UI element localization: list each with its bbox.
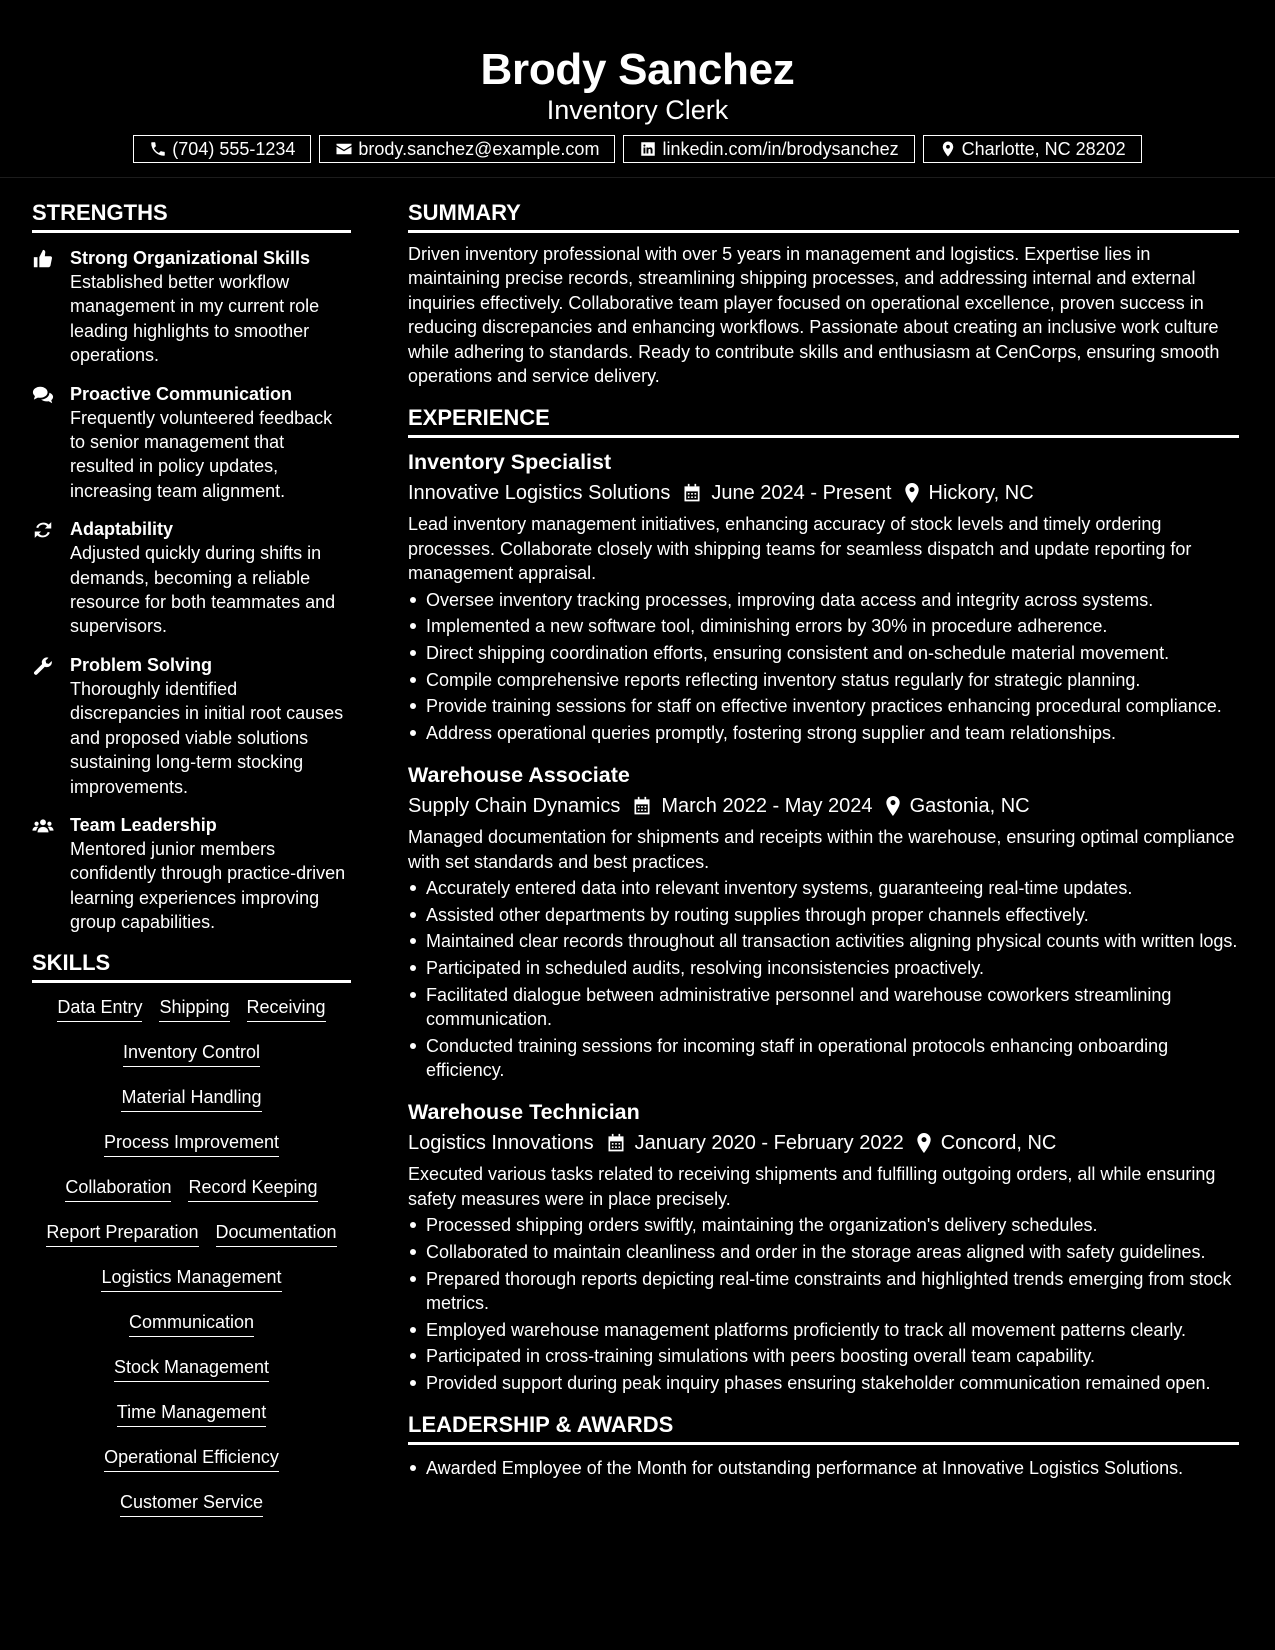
- phone-icon: [149, 140, 167, 158]
- jobs-list: [408, 448, 1239, 1395]
- refresh-icon: [32, 519, 54, 541]
- job-company: Logistics Innovations: [408, 1132, 594, 1155]
- map-pin-icon: [904, 483, 920, 503]
- strength-title: Problem Solving: [70, 654, 213, 675]
- experience-section: [408, 404, 1239, 1395]
- skill-tag: Shipping: [159, 995, 229, 1022]
- skill-tag: Data Entry: [57, 995, 142, 1022]
- contact-phone-text: (704) 555-1234: [172, 138, 296, 159]
- skill-tag: Stock Management: [114, 1355, 269, 1382]
- list-item: Address operational queries promptly, fostering strong supplier and team relationships.: [408, 721, 1239, 745]
- strength-description: Thoroughly identified discrepancies in initial root causes and proposed viable solutions sustaining long-term stocking improvements.: [70, 678, 344, 797]
- skills-section: [32, 949, 351, 1535]
- strengths-heading: STRENGTHS: [32, 199, 351, 233]
- list-item: Compile comprehensive reports reflecting inventory status regularly for strategic planning.: [408, 668, 1239, 692]
- job-description: Executed various tasks related to receiving shipments and fulfilling outgoing orders, all while ensuring safety measures were in place precisely.: [408, 1164, 1216, 1209]
- resume-header: [0, 0, 1275, 178]
- wrench-icon: [32, 655, 54, 677]
- awards-list: [408, 1456, 1239, 1480]
- awards-heading: LEADERSHIP & AWARDS: [408, 1411, 1239, 1445]
- strength-title: Adaptability: [70, 519, 174, 540]
- skill-row: [32, 1220, 351, 1265]
- strength-description: Mentored junior members confidently through practice-driven learning experiences improving group capabilities.: [70, 838, 346, 933]
- skill-row: [32, 1175, 351, 1220]
- list-item: Collaborated to maintain cleanliness and order in the storage areas aligned with safety guidelines.: [408, 1240, 1239, 1264]
- chat-bubbles-icon: [32, 384, 54, 406]
- job-location: Hickory, NC: [928, 482, 1034, 505]
- skill-tag: Collaboration: [65, 1175, 171, 1202]
- list-item: Prepared thorough reports depicting real-time constraints and highlighted trends emerging from stock metrics.: [408, 1267, 1239, 1316]
- left-column: [32, 178, 351, 1535]
- list-item: Conducted training sessions for incoming staff in operational protocols enhancing onboarding efficiency.: [408, 1034, 1239, 1083]
- skill-tag: Customer Service: [120, 1490, 263, 1517]
- skill-tag: Logistics Management: [101, 1265, 281, 1292]
- strength-item: [32, 813, 351, 935]
- strength-title: Proactive Communication: [70, 383, 293, 404]
- skill-tag: Inventory Control: [123, 1040, 260, 1067]
- list-item: Provided support during peak inquiry phases ensuring stakeholder communication remained open.: [408, 1371, 1239, 1395]
- job-description: Managed documentation for shipments and receipts within the warehouse, ensuring optimal compliance with set standards and best practices.: [408, 827, 1235, 872]
- map-pin-icon: [916, 1133, 932, 1153]
- skills-heading: SKILLS: [32, 949, 351, 983]
- strength-title: Strong Organizational Skills: [70, 248, 311, 268]
- list-item: Participated in cross-training simulations with peers boosting overall team capability.: [408, 1344, 1239, 1368]
- job-title: Warehouse Technician: [408, 1100, 640, 1125]
- job-title: Inventory Clerk: [546, 95, 729, 125]
- users-icon: [32, 815, 54, 837]
- job-meta: [408, 478, 1239, 508]
- strength-description: Established better workflow management in my current role leading highlights to smoother operations.: [70, 272, 320, 366]
- job-company: Supply Chain Dynamics: [408, 795, 621, 818]
- list-item: Implemented a new software tool, diminishing errors by 30% in procedure adherence.: [408, 614, 1239, 638]
- skill-tag: Receiving: [247, 995, 326, 1022]
- strength-description: Frequently volunteered feedback to senior management that resulted in policy updates, increasing team alignment.: [70, 407, 333, 501]
- skill-tag: Process Improvement: [104, 1130, 279, 1157]
- skill-row: [32, 1085, 351, 1130]
- list-item: Awarded Employee of the Month for outstanding performance at Innovative Logistics Solutions.: [408, 1456, 1239, 1480]
- skill-tag: Record Keeping: [188, 1175, 317, 1202]
- skills-list: [32, 995, 351, 1535]
- contact-email[interactable]: [319, 135, 615, 163]
- skill-tag: Time Management: [117, 1400, 266, 1427]
- calendar-icon: [632, 796, 652, 816]
- linkedin-icon: [639, 140, 657, 158]
- job-entry: [408, 1098, 1239, 1395]
- job-entry: [408, 448, 1239, 745]
- right-column: [408, 178, 1239, 1535]
- job-bullets: [408, 1213, 1239, 1395]
- job-location: Concord, NC: [940, 1132, 1057, 1155]
- list-item: Participated in scheduled audits, resolving inconsistencies proactively.: [408, 956, 1239, 980]
- job-meta: [408, 1128, 1239, 1158]
- job-entry: [408, 761, 1239, 1082]
- calendar-icon: [682, 483, 702, 503]
- contact-email-text: brody.sanchez@example.com: [358, 138, 600, 159]
- strengths-list: [32, 246, 351, 935]
- job-company: Innovative Logistics Solutions: [408, 482, 671, 505]
- list-item: Accurately entered data into relevant inventory systems, guaranteeing real-time updates.: [408, 876, 1239, 900]
- list-item: Provide training sessions for staff on effective inventory practices enhancing procedural compliance.: [408, 694, 1239, 718]
- map-pin-icon: [885, 796, 901, 816]
- skill-row: [32, 1445, 351, 1490]
- strength-item: [32, 246, 351, 368]
- skill-tag: Documentation: [216, 1220, 337, 1247]
- list-item: Direct shipping coordination efforts, ensuring consistent and on-schedule material movement.: [408, 641, 1239, 665]
- summary-heading: SUMMARY: [408, 199, 1239, 233]
- skill-row: [32, 1355, 351, 1400]
- job-title: Warehouse Associate: [408, 763, 630, 788]
- job-description: Lead inventory management initiatives, enhancing accuracy of stock levels and timely ordering processes. Collaborate closely with shipping teams for seamless dispatch and update reporting for management appraisal.: [408, 514, 1192, 584]
- contact-location-text: Charlotte, NC 28202: [961, 138, 1126, 159]
- experience-heading: EXPERIENCE: [408, 404, 1239, 438]
- list-item: Maintained clear records throughout all transaction activities aligning physical counts with written logs.: [408, 929, 1239, 953]
- contact-bar: [0, 135, 1275, 163]
- list-item: Facilitated dialogue between administrative personnel and warehouse coworkers streamlining communication.: [408, 983, 1239, 1032]
- contact-phone[interactable]: [133, 135, 311, 163]
- skill-row: [32, 1490, 351, 1535]
- thumbs-up-icon: [32, 248, 54, 270]
- list-item: Assisted other departments by routing supplies through proper channels effectively.: [408, 903, 1239, 927]
- skill-tag: Operational Efficiency: [104, 1445, 279, 1472]
- job-meta: [408, 791, 1239, 821]
- skill-row: [32, 995, 351, 1040]
- skill-tag: Communication: [129, 1310, 254, 1337]
- job-dates: January 2020 - February 2022: [634, 1132, 904, 1155]
- skill-tag: Material Handling: [121, 1085, 261, 1112]
- list-item: Processed shipping orders swiftly, maintaining the organization's delivery schedules.: [408, 1213, 1239, 1237]
- strength-item: [32, 382, 351, 504]
- skill-row: [32, 1265, 351, 1310]
- job-bullets: [408, 876, 1239, 1082]
- calendar-icon: [606, 1133, 626, 1153]
- job-title: Inventory Specialist: [408, 450, 612, 475]
- job-bullets: [408, 588, 1239, 745]
- envelope-icon: [335, 140, 353, 158]
- job-location: Gastonia, NC: [909, 795, 1030, 818]
- strength-item: [32, 653, 351, 799]
- strength-description: Adjusted quickly during shifts in demands, becoming a reliable resource for both teammates and supervisors.: [70, 543, 336, 637]
- skill-row: [32, 1400, 351, 1445]
- contact-location: [923, 135, 1142, 163]
- summary-text: Driven inventory professional with over 5 years in management and logistics. Expertise lies in maintaining precise records, streamlining shipping processes, and addressing internal and external inquiries effectively. Collaborative team player focused on operational excellence, proven success in reducing discrepancies and enhancing workflows. Passionate about creating an inclusive work culture while adhering to standards. Ready to contribute skills and enthusiasm at CenCorps, ensuring smooth operations and service delivery.: [408, 244, 1220, 387]
- job-dates: March 2022 - May 2024: [661, 795, 873, 818]
- strength-item: [32, 517, 351, 639]
- awards-section: [408, 1411, 1239, 1480]
- job-dates: June 2024 - Present: [711, 482, 892, 505]
- skill-tag: Report Preparation: [46, 1220, 198, 1247]
- skill-row: [32, 1310, 351, 1355]
- list-item: Employed warehouse management platforms proficiently to track all movement patterns clearly.: [408, 1318, 1239, 1342]
- candidate-name: Brody Sanchez: [480, 45, 795, 94]
- strength-title: Team Leadership: [70, 814, 217, 835]
- list-item: Oversee inventory tracking processes, improving data access and integrity across systems.: [408, 588, 1239, 612]
- skill-row: [32, 1130, 351, 1175]
- contact-linkedin-text: linkedin.com/in/brodysanchez: [662, 138, 899, 159]
- contact-linkedin[interactable]: [623, 135, 914, 163]
- map-pin-icon: [939, 140, 957, 158]
- resume-body: [0, 178, 1275, 1535]
- skill-row: [32, 1040, 351, 1085]
